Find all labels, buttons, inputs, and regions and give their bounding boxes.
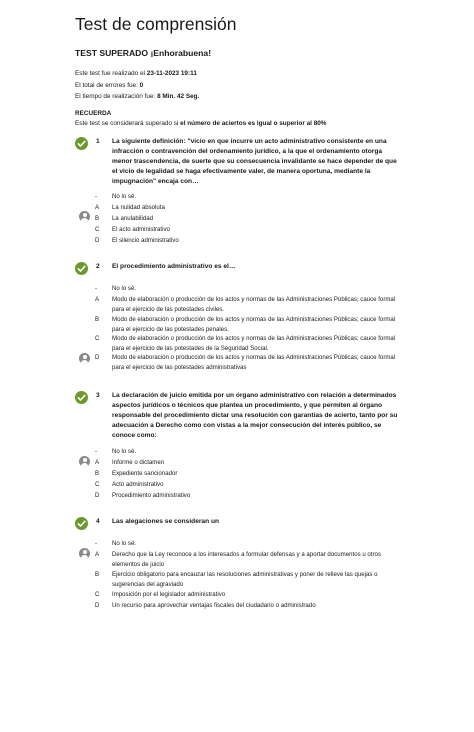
option-text: No lo sé. (112, 448, 137, 455)
option-text: No lo sé. (112, 193, 137, 200)
option-text: Imposición por el legislador administrativo (112, 591, 226, 598)
user-icon (79, 353, 90, 364)
option-letter: B (95, 316, 100, 323)
option-letter: A (95, 296, 100, 303)
option-text: Procedimiento administrativo (112, 492, 191, 499)
option-text: Ejercicio obligatorio para encauzar las resoluciones administrativas y poner de relieve las quejas o sugerencias del agraviado (112, 571, 378, 588)
time-line: El tiempo de realización fue: 8 Min. 42 Seg. (75, 93, 200, 100)
question-number: 1 (96, 138, 100, 145)
reminder-text: Este test se considerará superado si el número de aciertos es igual o superior al 80% (75, 120, 327, 127)
check-icon (75, 137, 88, 150)
page-title: Test de comprensión (75, 14, 237, 34)
option-letter: D (95, 354, 100, 361)
option-letter: D (95, 492, 100, 499)
option-text: El silencio administrativo (112, 237, 179, 244)
check-icon (75, 391, 88, 404)
option-text: Modo de elaboración o producción de los actos y normas de las Administraciones Públicas; cauce formal para el ejercicio de las potestades de la Seguridad Social. (112, 335, 396, 352)
question-text: La declaración de juicio emitida por un órgano administrativo con relación a determinados aspectos jurídicos o técnicos que plantea un procedimiento, y que permiten al órgano responsable del procedimiento dictar una resolución con garantías de acierto, tanto por su adecuación a Derecho como con vistas a la mejor consecución del interés público, se conoce como: (112, 392, 398, 439)
option-letter: D (95, 602, 100, 609)
option-text: No lo sé. (112, 285, 137, 292)
option-text: Un recurso para aprovechar ventajas fiscales del ciudadano o administrado (112, 602, 316, 609)
option-letter: B (95, 215, 100, 222)
question-text: La siguiente definición: "vicio en que incurre un acto administrativo consistente en una infracción o contravención del ordenamiento jurídico, a la que el ordenamiento otorga menor trascendencia, de suerte que su consecuencia invalidante se hace depender de que el vicio de legalidad se haga efectivamente valer, de manera oportuna, mediante la impugnación" encaja con… (112, 138, 397, 185)
reminder (75, 109, 326, 129)
reminder-heading: RECUERDA (75, 110, 112, 117)
option-letter: C (95, 226, 100, 233)
option-text: Acto administrativo (112, 481, 164, 488)
option-text: Derecho que la Ley reconoce a los interesados a formular defensas y a aportar documentos u otros elementos de juicio (112, 551, 381, 568)
errors-line: El total de errores fue: 0 (75, 81, 144, 89)
option-letter: C (95, 591, 100, 598)
option-text: La nulidad absoluta (112, 204, 165, 211)
option-letter: A (95, 204, 100, 211)
option-letter: B (95, 470, 100, 477)
check-icon (75, 517, 88, 530)
option-text: Expediente sancionador (112, 470, 178, 477)
question-number: 2 (96, 263, 100, 270)
user-icon (79, 456, 90, 467)
option-text: Modo de elaboración o producción de los actos y normas de las Administraciones Públicas; cauce formal para el ejercicio de las potestades administrativas (112, 354, 396, 371)
option-letter: D (95, 237, 100, 244)
user-icon (79, 211, 90, 222)
date-value: 23-11-2023 19:11 (146, 70, 197, 77)
option-letter: A (95, 459, 100, 466)
option-letter: - (95, 193, 98, 200)
question-text: El procedimiento administrativo es el… (112, 263, 236, 270)
result-heading: TEST SUPERADO ¡Enhorabuena! (75, 48, 212, 58)
option-letter: C (95, 481, 100, 488)
question-number: 4 (96, 518, 100, 525)
check-icon (75, 262, 88, 275)
option-letter: - (95, 448, 98, 455)
option-letter: - (95, 540, 98, 547)
option-text: No lo sé. (112, 540, 137, 547)
date-line: Este test fue realizado el 23-11-2023 19:11 (75, 70, 197, 77)
option-text: La anulabilidad (112, 215, 153, 222)
option-letter: - (95, 285, 98, 292)
option-text: Informe o dictamen (112, 459, 165, 466)
user-icon (79, 548, 90, 559)
option-text: Modo de elaboración o producción de los actos y normas de las Administraciones Públicas; cauce formal para el ejercicio de las potestades civiles. (112, 296, 396, 313)
test-meta (75, 68, 199, 103)
question-number: 3 (96, 392, 100, 399)
option-text: El acto administrativo (112, 226, 170, 233)
option-letter: A (95, 551, 100, 558)
errors-value: 0 (139, 81, 144, 89)
time-value: 8 Min. 42 Seg. (157, 93, 200, 100)
option-letter: C (95, 335, 100, 342)
question-text: Las alegaciones se consideran un (112, 518, 220, 525)
option-letter: B (95, 571, 100, 578)
option-text: Modo de elaboración o producción de los actos y normas de las Administraciones Públicas; cauce formal para el ejercicio de las potestades penales. (112, 316, 396, 333)
